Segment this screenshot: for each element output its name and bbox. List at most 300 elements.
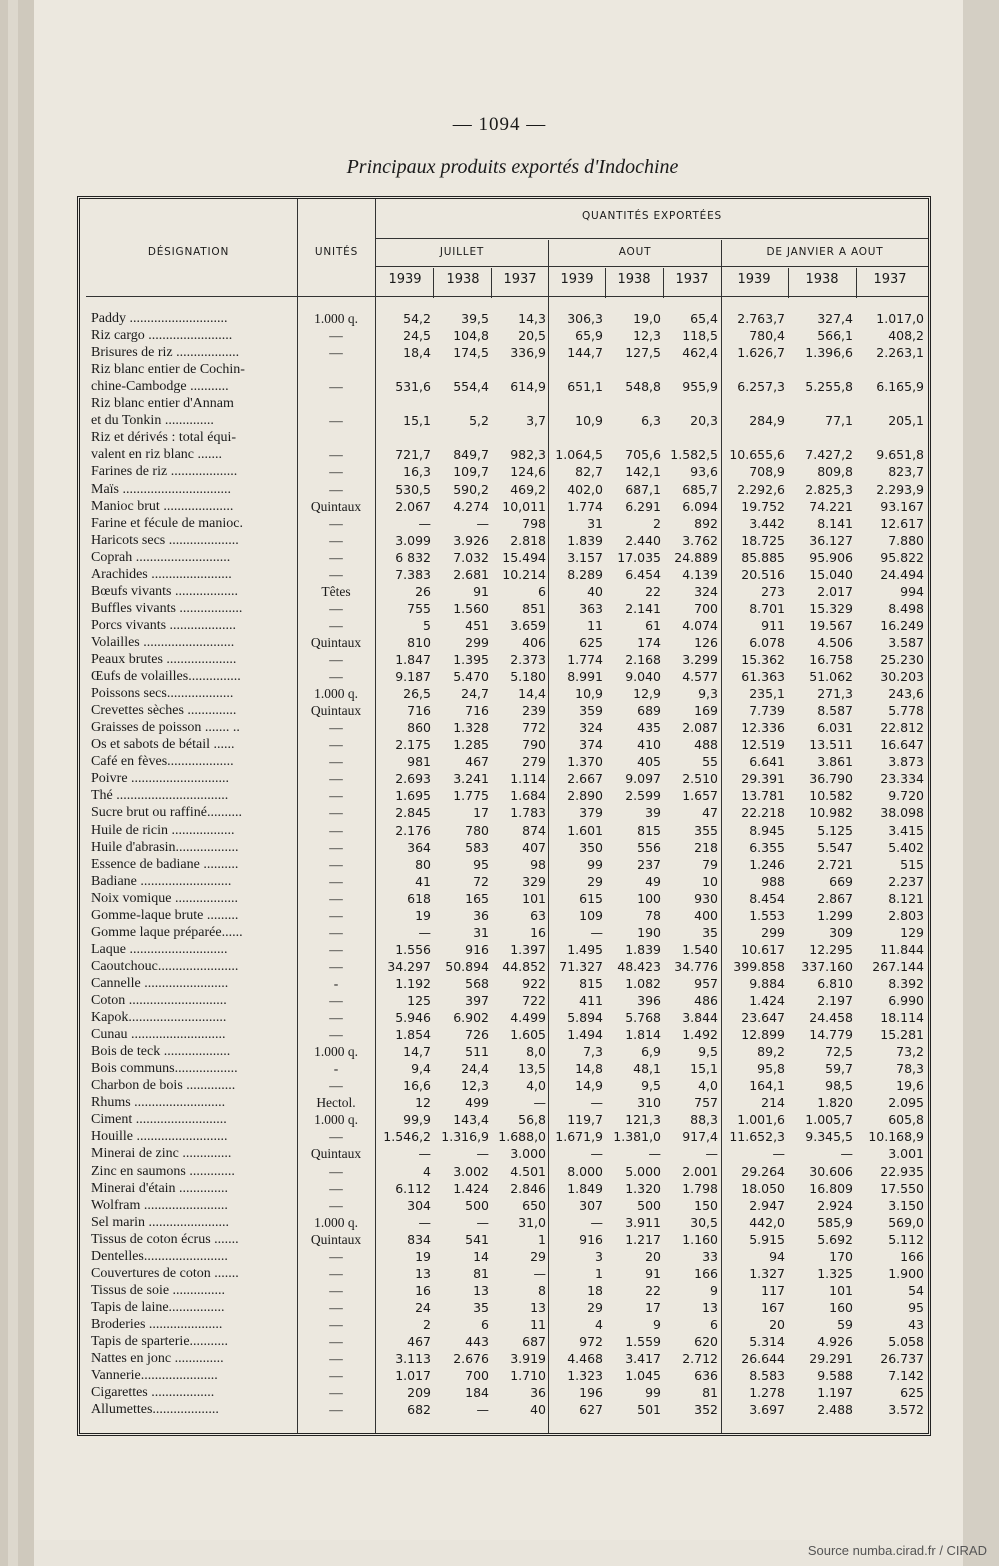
row-designation: Essence de badiane .......... xyxy=(91,856,239,872)
row-value: 1.328 xyxy=(453,720,489,736)
row-value: 1.017,0 xyxy=(876,311,924,326)
table-row xyxy=(80,992,928,1009)
row-value: 3,7 xyxy=(526,413,546,429)
row-unit: — xyxy=(329,669,343,685)
row-unit: — xyxy=(329,447,343,463)
row-value: 8,0 xyxy=(526,1044,546,1060)
row-value: 3.241 xyxy=(453,771,489,787)
row-value: 722 xyxy=(522,993,546,1008)
row-value: 12.336 xyxy=(741,720,785,736)
row-value: 6.031 xyxy=(817,720,853,736)
row-value: 3.415 xyxy=(888,822,924,838)
row-value: 350 xyxy=(579,839,603,855)
row-value: 14,3 xyxy=(518,311,546,326)
row-value: 1.710 xyxy=(510,1368,546,1384)
row-value: 957 xyxy=(694,975,718,991)
row-value: 284,9 xyxy=(749,413,785,429)
row-value: 5.547 xyxy=(817,839,853,855)
row-value: 625 xyxy=(900,1385,924,1401)
row-value: 9.345,5 xyxy=(805,1129,853,1145)
row-value: 911 xyxy=(761,617,785,633)
row-value: 13.781 xyxy=(741,788,785,804)
row-value: 4,0 xyxy=(698,1078,718,1094)
row-value: 2.676 xyxy=(453,1351,489,1367)
row-value: 5,2 xyxy=(469,413,489,429)
row-value: — xyxy=(590,924,603,940)
row-value: 91 xyxy=(645,1265,661,1281)
table-row xyxy=(80,907,928,924)
row-value: 31 xyxy=(587,515,603,531)
row-value: 798 xyxy=(522,515,546,531)
row-designation: Ciment .......................... xyxy=(91,1112,227,1128)
row-value: 6 xyxy=(481,1316,489,1332)
row-designation: Allumettes................... xyxy=(91,1402,219,1418)
row-value: 39,5 xyxy=(461,311,489,326)
row-value: 687 xyxy=(522,1334,546,1349)
row-value: 5.768 xyxy=(625,1010,661,1026)
row-value: 11 xyxy=(587,617,603,633)
row-value: 511 xyxy=(465,1044,489,1060)
row-value: 6,3 xyxy=(641,413,661,429)
row-value: 1.082 xyxy=(625,975,661,991)
row-value: 10.214 xyxy=(502,566,546,582)
table-row xyxy=(80,1265,928,1282)
table-row xyxy=(80,822,928,839)
row-value: 2.001 xyxy=(682,1163,718,1179)
row-value: 705,6 xyxy=(625,447,661,463)
row-value: 174,5 xyxy=(453,345,489,361)
row-value: 700 xyxy=(694,600,718,616)
row-value: 127,5 xyxy=(625,345,661,361)
table-row xyxy=(80,958,928,975)
row-value: 99,9 xyxy=(403,1112,431,1128)
source-credit: Source numba.cirad.fr / CIRAD xyxy=(807,1543,987,1558)
row-value: — xyxy=(590,1214,603,1230)
row-value: 20.516 xyxy=(741,566,785,582)
row-value: 585,9 xyxy=(817,1214,853,1230)
row-unit: — xyxy=(329,1351,343,1367)
row-value: 78 xyxy=(645,907,661,923)
row-value: 2.175 xyxy=(395,737,431,753)
header-juillet: JUILLET xyxy=(439,246,485,258)
row-value: 1.064,5 xyxy=(555,447,603,463)
row-value: 685,7 xyxy=(682,481,718,497)
row-value: 43 xyxy=(908,1316,924,1332)
row-value: 501 xyxy=(637,1402,661,1418)
row-value: 124,6 xyxy=(510,464,546,480)
row-value: 14 xyxy=(473,1248,489,1264)
row-value: 716 xyxy=(465,703,489,719)
row-value: 2.681 xyxy=(453,566,489,582)
row-value: 10.655,6 xyxy=(729,447,785,463)
table-row xyxy=(80,361,928,378)
row-value: 605,8 xyxy=(888,1112,924,1128)
row-unit: Quintaux xyxy=(310,1146,362,1162)
row-designation: Bois communs.................. xyxy=(91,1061,238,1077)
row-value: 65,4 xyxy=(690,311,718,326)
table-row xyxy=(80,549,928,566)
row-value: 687,1 xyxy=(625,481,661,497)
row-value: 80 xyxy=(415,856,431,872)
row-value: 279 xyxy=(522,754,546,770)
row-designation: Gomme laque préparée...... xyxy=(91,924,243,940)
row-value: 17 xyxy=(645,1299,661,1315)
row-value: 24,5 xyxy=(403,328,431,344)
row-value: 4,0 xyxy=(526,1078,546,1094)
row-value: 7.032 xyxy=(453,549,489,565)
row-value: 780,4 xyxy=(749,328,785,344)
row-designation: Sucre brut ou raffiné.......... xyxy=(91,805,242,821)
row-value: 30.606 xyxy=(809,1163,853,1179)
row-unit: — xyxy=(329,941,343,957)
row-value: 22 xyxy=(645,1282,661,1298)
row-value: 73,2 xyxy=(896,1044,924,1060)
row-value: — xyxy=(590,1095,603,1111)
row-value: 569,0 xyxy=(888,1214,924,1230)
table-row xyxy=(80,1077,928,1094)
row-value: 583 xyxy=(465,839,489,855)
row-value: 48,1 xyxy=(633,1061,661,1077)
row-unit: - xyxy=(333,1061,339,1077)
row-value: 6.112 xyxy=(395,1180,431,1196)
row-value: 615 xyxy=(579,890,603,906)
row-designation: Kapok............................ xyxy=(91,1010,227,1026)
row-value: 144,7 xyxy=(567,345,603,361)
row-unit: — xyxy=(329,1180,343,1196)
row-value: 451 xyxy=(465,617,489,633)
row-value: 91 xyxy=(473,583,489,599)
row-value: 467 xyxy=(407,1334,431,1349)
row-value: 3.659 xyxy=(510,617,546,633)
row-value: 48.423 xyxy=(617,958,661,974)
row-value: 3.861 xyxy=(817,754,853,770)
row-value: 6.810 xyxy=(817,975,853,991)
table-row xyxy=(80,1026,928,1043)
row-value: 196 xyxy=(579,1385,603,1401)
row-value: 22.218 xyxy=(741,805,785,821)
row-value: 218 xyxy=(694,839,718,855)
row-value: 160 xyxy=(829,1299,853,1315)
table-row xyxy=(80,685,928,702)
row-value: 1.560 xyxy=(453,600,489,616)
row-value: 860 xyxy=(407,720,431,736)
year-header: 1937 xyxy=(675,272,709,287)
row-value: 22.935 xyxy=(880,1163,924,1179)
row-value: 78,3 xyxy=(896,1061,924,1077)
row-value: 243,6 xyxy=(888,686,924,702)
row-value: 1.327 xyxy=(749,1265,785,1281)
row-value: 397 xyxy=(465,993,489,1008)
row-value: 50.894 xyxy=(445,958,489,974)
col-divider-year xyxy=(433,268,434,298)
row-value: 780 xyxy=(465,822,489,838)
row-designation: Riz blanc entier de Cochin- xyxy=(91,362,245,378)
row-value: 500 xyxy=(637,1197,661,1213)
row-value: 3.417 xyxy=(625,1351,661,1367)
row-value: 2.263,1 xyxy=(876,345,924,361)
row-unit: — xyxy=(329,924,343,940)
row-value: 3.113 xyxy=(395,1351,431,1367)
row-value: 922 xyxy=(522,975,546,991)
row-value: 6.078 xyxy=(749,634,785,650)
row-value: 6.165,9 xyxy=(876,379,924,395)
row-unit: Têtes xyxy=(321,583,351,599)
row-value: 10.168,9 xyxy=(868,1129,924,1145)
row-unit: — xyxy=(329,1010,343,1026)
page-left-edge-fold xyxy=(8,0,18,1566)
row-value: 2.693 xyxy=(395,771,431,787)
row-value: 1.540 xyxy=(682,941,718,957)
row-value: 310 xyxy=(637,1095,661,1111)
row-value: 12,3 xyxy=(461,1078,489,1094)
row-value: — xyxy=(648,1146,661,1162)
row-designation: Haricots secs .................... xyxy=(91,532,239,548)
row-value: 400 xyxy=(694,907,718,923)
row-value: 994 xyxy=(900,583,924,599)
row-value: 12 xyxy=(415,1095,431,1111)
row-value: 443 xyxy=(465,1334,489,1349)
row-designation: Riz cargo ........................ xyxy=(91,328,233,344)
row-value: 89,2 xyxy=(757,1044,785,1060)
table-row xyxy=(80,344,928,361)
row-value: 379 xyxy=(579,805,603,821)
row-value: 16 xyxy=(415,1282,431,1298)
row-designation: Coprah ........................... xyxy=(91,549,231,565)
row-unit: — xyxy=(329,1248,343,1264)
row-value: 2 xyxy=(423,1316,431,1332)
row-value: 24,7 xyxy=(461,686,489,702)
row-designation: Paddy ............................ xyxy=(91,311,228,326)
row-value: — xyxy=(840,1146,853,1162)
row-designation: Broderies ..................... xyxy=(91,1316,223,1332)
table-row xyxy=(80,1094,928,1111)
row-value: 98 xyxy=(530,856,546,872)
row-value: 74.221 xyxy=(809,498,853,514)
row-unit: — xyxy=(329,1385,343,1401)
row-value: 166 xyxy=(900,1248,924,1264)
table-row xyxy=(80,1214,928,1231)
table-row xyxy=(80,1316,928,1333)
row-value: 405 xyxy=(637,754,661,770)
table-row xyxy=(80,600,928,617)
row-value: 2.373 xyxy=(510,652,546,667)
table-row xyxy=(80,1009,928,1026)
row-value: 2.845 xyxy=(395,805,431,821)
row-value: 18.050 xyxy=(741,1180,785,1196)
row-value: 650 xyxy=(522,1197,546,1213)
row-value: 3.002 xyxy=(453,1163,489,1179)
table-row xyxy=(80,804,928,821)
row-unit: 1.000 q. xyxy=(314,1214,358,1230)
row-value: 1.559 xyxy=(625,1334,661,1349)
row-value: 12.519 xyxy=(741,737,785,753)
row-designation: Farine et fécule de manioc. xyxy=(91,515,243,531)
row-value: 1.847 xyxy=(395,652,431,667)
row-value: 14,7 xyxy=(403,1044,431,1060)
row-value: 2.176 xyxy=(395,822,431,838)
row-value: 41 xyxy=(415,873,431,889)
row-value: 6.902 xyxy=(453,1010,489,1026)
row-value: 119,7 xyxy=(567,1112,603,1128)
row-value: 30,5 xyxy=(690,1214,718,1230)
row-value: 682 xyxy=(407,1402,431,1418)
row-value: 1.556 xyxy=(395,941,431,957)
row-value: 9.187 xyxy=(395,669,431,685)
row-unit: — xyxy=(329,1368,343,1384)
row-value: 79 xyxy=(702,856,718,872)
row-value: 620 xyxy=(694,1334,718,1349)
row-value: 726 xyxy=(465,1027,489,1043)
row-designation: Thé ................................ xyxy=(91,788,229,804)
row-value: 530,5 xyxy=(395,481,431,497)
row-value: 1.601 xyxy=(567,822,603,838)
row-value: 5.255,8 xyxy=(805,379,853,395)
row-value: 4.139 xyxy=(682,566,718,582)
row-value: 8.587 xyxy=(817,703,853,719)
table-row xyxy=(80,634,928,651)
row-value: 273 xyxy=(761,583,785,599)
row-value: 93,6 xyxy=(690,464,718,480)
row-unit: — xyxy=(329,720,343,736)
row-unit: — xyxy=(329,549,343,565)
row-value: 4.074 xyxy=(682,617,718,633)
row-value: 6.355 xyxy=(749,839,785,855)
row-value: 36 xyxy=(530,1385,546,1401)
row-value: 2.067 xyxy=(395,498,431,514)
row-value: 30.203 xyxy=(880,669,924,685)
row-value: 399.858 xyxy=(733,958,785,974)
row-value: 109 xyxy=(579,907,603,923)
row-value: 815 xyxy=(637,822,661,838)
row-value: 20 xyxy=(645,1248,661,1264)
row-value: 98,5 xyxy=(825,1078,853,1094)
row-value: 1.774 xyxy=(567,498,603,514)
row-value: 235,1 xyxy=(749,686,785,702)
row-designation: Os et sabots de bétail ...... xyxy=(91,737,235,753)
row-value: 214 xyxy=(761,1095,785,1111)
row-designation: Crevettes sèches .............. xyxy=(91,703,237,719)
row-value: 1.395 xyxy=(453,652,489,667)
row-value: 627 xyxy=(579,1402,603,1418)
row-value: 12,9 xyxy=(633,686,661,702)
row-value: 17 xyxy=(473,805,489,821)
row-value: 625 xyxy=(579,634,603,650)
row-value: 29 xyxy=(587,873,603,889)
row-value: 2.947 xyxy=(749,1197,785,1213)
row-value: 18 xyxy=(587,1282,603,1298)
row-unit: — xyxy=(329,600,343,616)
row-value: 16.758 xyxy=(809,652,853,667)
row-value: 2 xyxy=(653,515,661,531)
row-value: 10,9 xyxy=(575,686,603,702)
row-value: 9.884 xyxy=(749,975,785,991)
row-unit: — xyxy=(329,328,343,344)
row-value: 916 xyxy=(579,1231,603,1247)
row-unit: — xyxy=(329,805,343,821)
row-unit: — xyxy=(329,1282,343,1298)
row-value: 324 xyxy=(579,720,603,736)
row-value: 117 xyxy=(761,1282,785,1298)
row-value: 309 xyxy=(829,924,853,940)
row-value: 95 xyxy=(473,856,489,872)
year-header: 1938 xyxy=(617,272,651,287)
row-value: 95 xyxy=(908,1299,924,1315)
row-unit: 1.000 q. xyxy=(314,686,358,702)
table-row xyxy=(80,446,928,463)
row-value: 9.720 xyxy=(888,788,924,804)
row-value: 7.880 xyxy=(888,532,924,548)
row-value: 435 xyxy=(637,720,661,736)
table-row xyxy=(80,1060,928,1077)
row-value: 12.899 xyxy=(741,1027,785,1043)
row-designation: Dentelles........................ xyxy=(91,1248,228,1264)
row-value: 29.391 xyxy=(741,771,785,787)
row-value: 19.752 xyxy=(741,498,785,514)
row-value: 10.617 xyxy=(741,941,785,957)
row-value: 15,1 xyxy=(403,413,431,429)
row-value: 700 xyxy=(465,1368,489,1384)
row-value: 7.427,2 xyxy=(805,447,853,463)
row-value: 5.112 xyxy=(888,1231,924,1247)
row-designation: Poivre ............................ xyxy=(91,771,230,787)
row-value: 689 xyxy=(637,703,661,719)
row-value: 18.114 xyxy=(880,1010,924,1026)
row-value: 49 xyxy=(645,873,661,889)
row-unit: — xyxy=(329,788,343,804)
row-value: 757 xyxy=(694,1095,718,1111)
row-value: — xyxy=(590,1146,603,1162)
table-row xyxy=(80,310,928,327)
row-value: 14,9 xyxy=(575,1078,603,1094)
row-value: 3.911 xyxy=(625,1214,661,1230)
row-value: 10.982 xyxy=(809,805,853,821)
table-row xyxy=(80,566,928,583)
row-value: 22.812 xyxy=(880,720,924,736)
row-unit: — xyxy=(329,1402,343,1418)
row-value: 716 xyxy=(407,703,431,719)
row-value: 396 xyxy=(637,993,661,1008)
row-value: 29.264 xyxy=(741,1163,785,1179)
header-janv-aout: DE JANVIER A AOUT xyxy=(766,246,884,258)
row-unit: 1.000 q. xyxy=(314,1044,358,1060)
row-value: 2.924 xyxy=(817,1197,853,1213)
row-value: 834 xyxy=(407,1231,431,1247)
year-header: 1937 xyxy=(503,272,537,287)
row-value: 72,5 xyxy=(825,1044,853,1060)
row-value: — xyxy=(476,1402,489,1418)
row-designation: Noix vomique .................. xyxy=(91,890,238,906)
table-row xyxy=(80,753,928,770)
row-value: 9.097 xyxy=(625,771,661,787)
row-value: 72 xyxy=(473,873,489,889)
table-row xyxy=(80,463,928,480)
row-value: 8.701 xyxy=(749,600,785,616)
row-designation: Wolfram ........................ xyxy=(91,1197,228,1213)
row-designation: Tissus de coton écrus ....... xyxy=(91,1231,239,1247)
row-value: 51.062 xyxy=(809,669,853,685)
row-value: 2.721 xyxy=(817,856,853,872)
row-designation: Café en fèves................... xyxy=(91,754,234,770)
row-value: 355 xyxy=(694,822,718,838)
table-row xyxy=(80,719,928,736)
row-value: 5.402 xyxy=(888,839,924,855)
row-value: 95.906 xyxy=(809,549,853,565)
row-value: 1.688,0 xyxy=(498,1129,546,1145)
row-value: 1.320 xyxy=(625,1180,661,1196)
row-value: 1.017 xyxy=(395,1368,431,1384)
row-value: 2.763,7 xyxy=(737,311,785,326)
row-value: 71.327 xyxy=(559,958,603,974)
